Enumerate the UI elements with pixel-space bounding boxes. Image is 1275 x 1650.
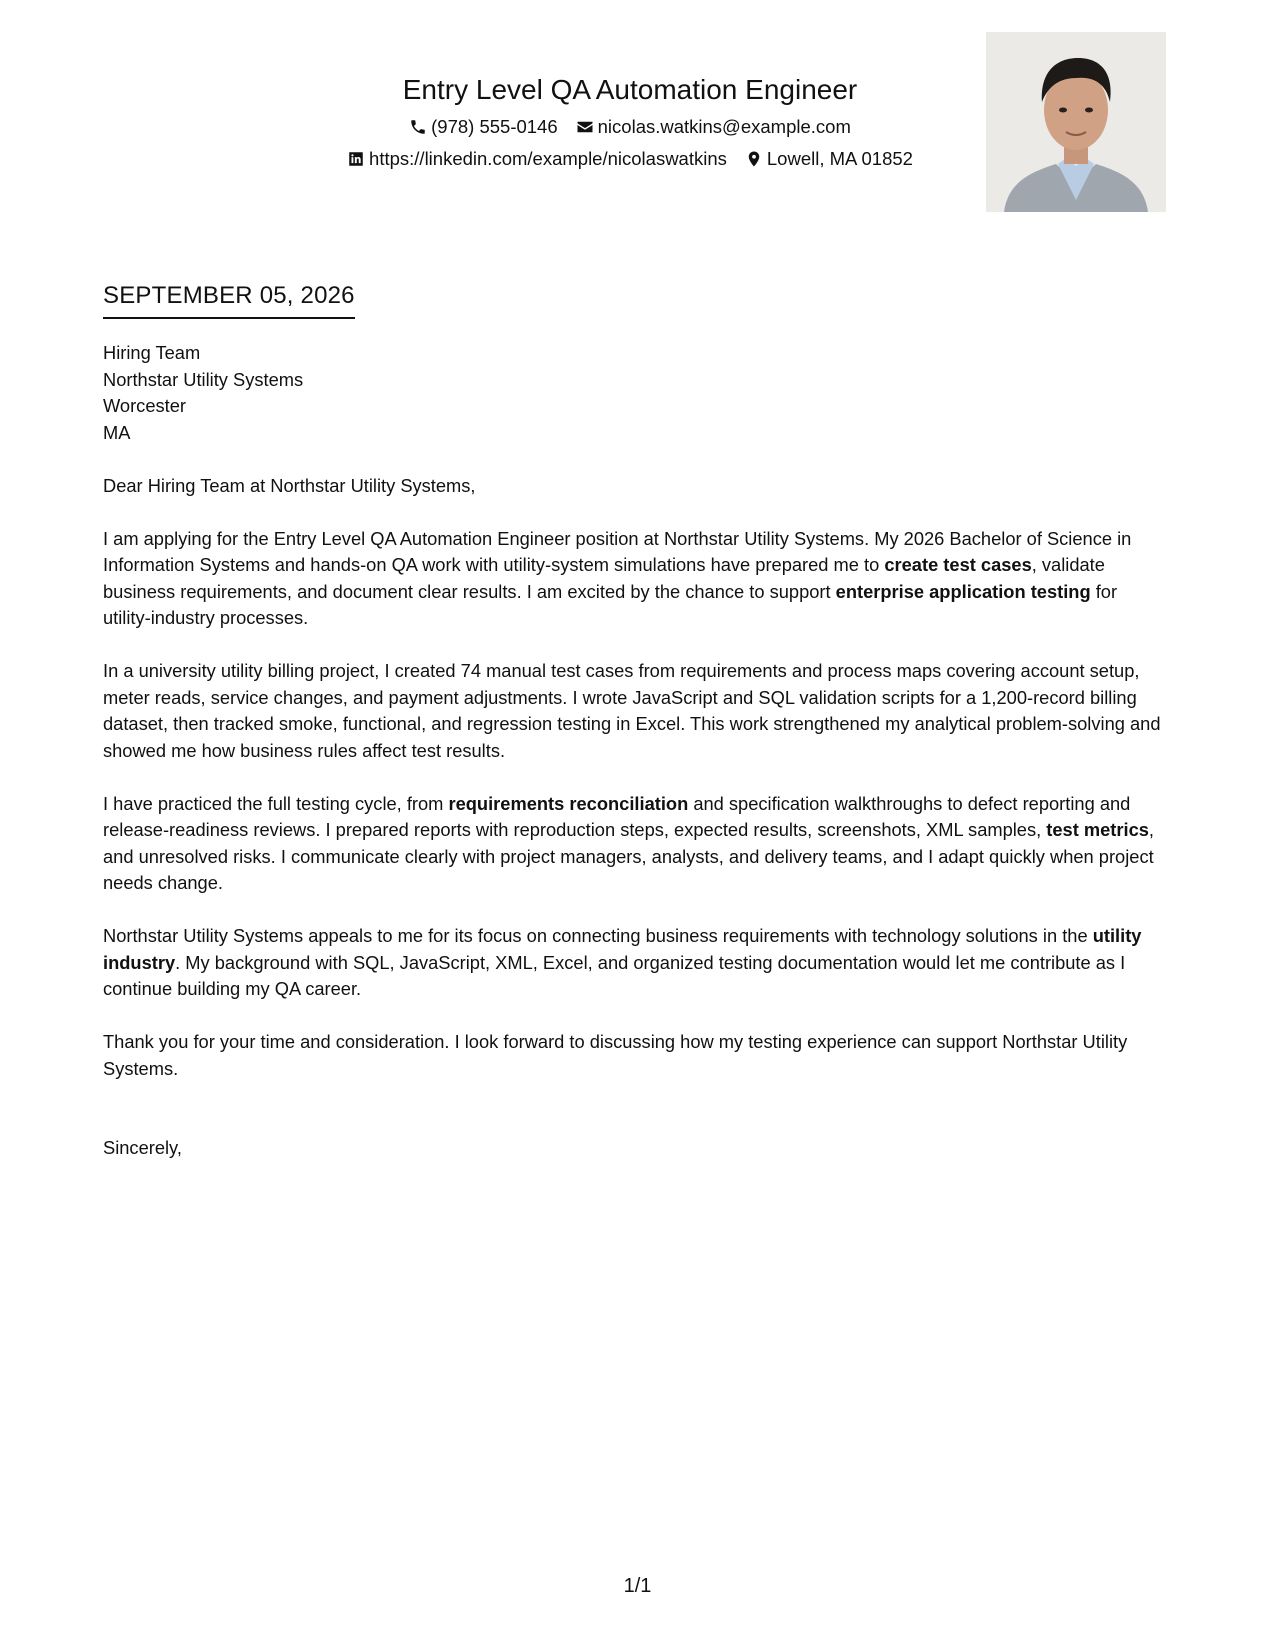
letter-body (103, 340, 1168, 1162)
contact-row-1 (200, 112, 1060, 142)
contact-email[interactable] (576, 112, 851, 142)
text-run: , validate business requirements, and document clear results. I am excited by the chance to support (103, 554, 1105, 602)
paragraph-2: In a university utility billing project, I created 74 manual test cases from requirements and process maps covering account setup, meter reads, service changes, and payment adjustments. I wrote JavaScript and SQL validation scripts for a 1,200-record billing dataset, then tracked smoke, functional, and regression testing in Excel. This work strengthened my analytical problem-solving and showed me how business rules affect test results. (103, 660, 1161, 761)
text-run: and specification walkthroughs to defect reporting and release-readiness reviews. I prepared reports with reproduction steps, expected results, screenshots, XML samples, (103, 792, 1131, 840)
recipient-address (103, 340, 1168, 446)
contact-location (745, 144, 913, 174)
emphasis: enterprise application testing (835, 580, 1091, 602)
recipient-line: Worcester (103, 395, 186, 416)
text-run: , and unresolved risks. I communicate clearly with project managers, analysts, and delivery teams, and I adapt quickly when project needs change. (103, 819, 1155, 893)
email-text: nicolas.watkins@example.com (597, 116, 851, 137)
emphasis: requirements reconciliation (448, 792, 689, 814)
paragraph-4 (103, 923, 1168, 1003)
linkedin-text: https://linkedin.com/example/nicolaswatkins (369, 148, 727, 169)
text-run: for utility-industry processes. (103, 580, 1118, 628)
recipient-line: Hiring Team (103, 342, 201, 363)
emphasis: test metrics (1046, 819, 1149, 840)
profile-photo (986, 32, 1166, 212)
page-number: 1/1 (623, 1575, 652, 1597)
letter-date: SEPTEMBER 05, 2026 (103, 280, 355, 319)
text-run: I have practiced the full testing cycle, from (103, 792, 449, 814)
text-run: . My background with SQL, JavaScript, XML, Excel, and organized testing documentation would let me contribute as I continue building my QA career. (103, 951, 1126, 999)
envelope-icon (576, 118, 594, 136)
contact-phone[interactable] (409, 112, 558, 142)
recipient-line: Northstar Utility Systems (103, 368, 304, 390)
contact-linkedin[interactable] (347, 144, 727, 174)
recipient-line: MA (103, 421, 131, 443)
salutation: Dear Hiring Team at Northstar Utility Systems, (103, 474, 476, 496)
text-run: Northstar Utility Systems appeals to me for its focus on connecting business requirements with technology solutions in the (103, 925, 1093, 946)
phone-icon (409, 118, 427, 136)
paragraph-1 (103, 526, 1168, 632)
paragraph-3 (103, 791, 1168, 897)
letter-header (200, 70, 1060, 174)
linkedin-icon (347, 150, 365, 168)
map-pin-icon (745, 150, 763, 168)
text-run: I am applying for the Entry Level QA Automation Engineer position at Northstar Utility Systems. My 2026 Bachelor of Science in Information Systems and hands-on QA work with utility-system simulations have prepared me to (103, 527, 1132, 575)
location-text: Lowell, MA 01852 (766, 148, 913, 169)
job-title: Entry Level QA Automation Engineer (402, 74, 858, 105)
emphasis: utility industry (103, 925, 1142, 973)
contact-row-2 (200, 144, 1060, 174)
emphasis: create test cases (884, 554, 1032, 575)
closing: Sincerely, (103, 1137, 182, 1158)
paragraph-5: Thank you for your time and consideration. I look forward to discussing how my testing experience can support Northstar Utility Systems. (103, 1031, 1128, 1079)
phone-text: (978) 555-0146 (431, 116, 558, 137)
